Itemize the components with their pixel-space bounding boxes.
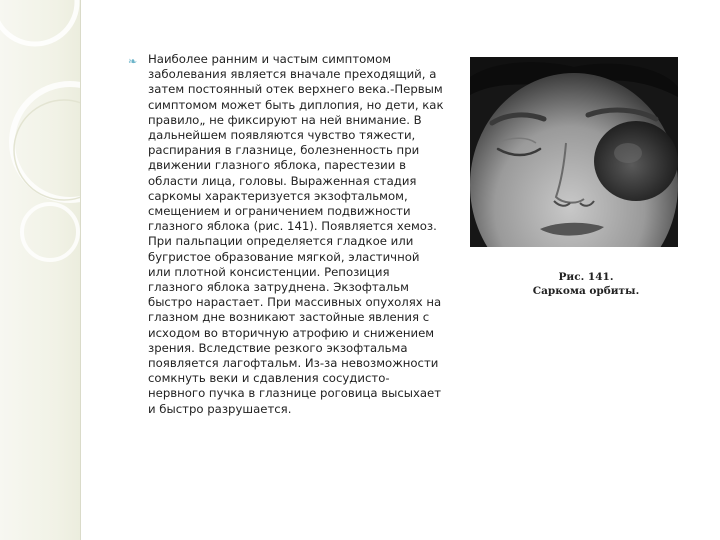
figure-number: Рис. 141. [558,271,614,283]
orbital-sarcoma-photo [470,57,678,247]
decorative-side-panel [0,0,81,540]
decorative-circles [0,0,80,540]
body-paragraph: Наиболее ранним и частым симптомом заболевания является вначале преходящий, а затем постоянный отек верхнего века.-Первым симптомом может быть диплопия, но дети, как правило„ не фиксируют на ней внимание. В дальнейшем появляются чувство тяжести, распирания в глазнице, болезненность при движении глазного яблока, парестезии в области лица, головы. Выраженная стадия саркомы характеризуется экзофтальмом, смещением и ограничением подвижности глазного яблока (рис. 141). Появляется хемоз. При пальпации определяется гладкое или бугристое образование мягкой, эластичной или плотной консистенции. Репозиция глазного яблока затруднена. Экзофтальм быстро нарастает. При массивных опухолях на глазном дне возникают застойные явления с исходом во вторичную атрофию и снижением зрения. Вследствие резкого экзофтальма появляется лагофтальм. Из-за невозможности сомкнуть веки и сдавления сосудисто- нервного пучка в глазнице роговица высыхает и быстро разрушается. [148,52,444,416]
figure-caption [526,270,646,298]
figure-title: Саркома орбиты. [532,285,640,297]
list-bullet: ❧ [128,56,138,68]
